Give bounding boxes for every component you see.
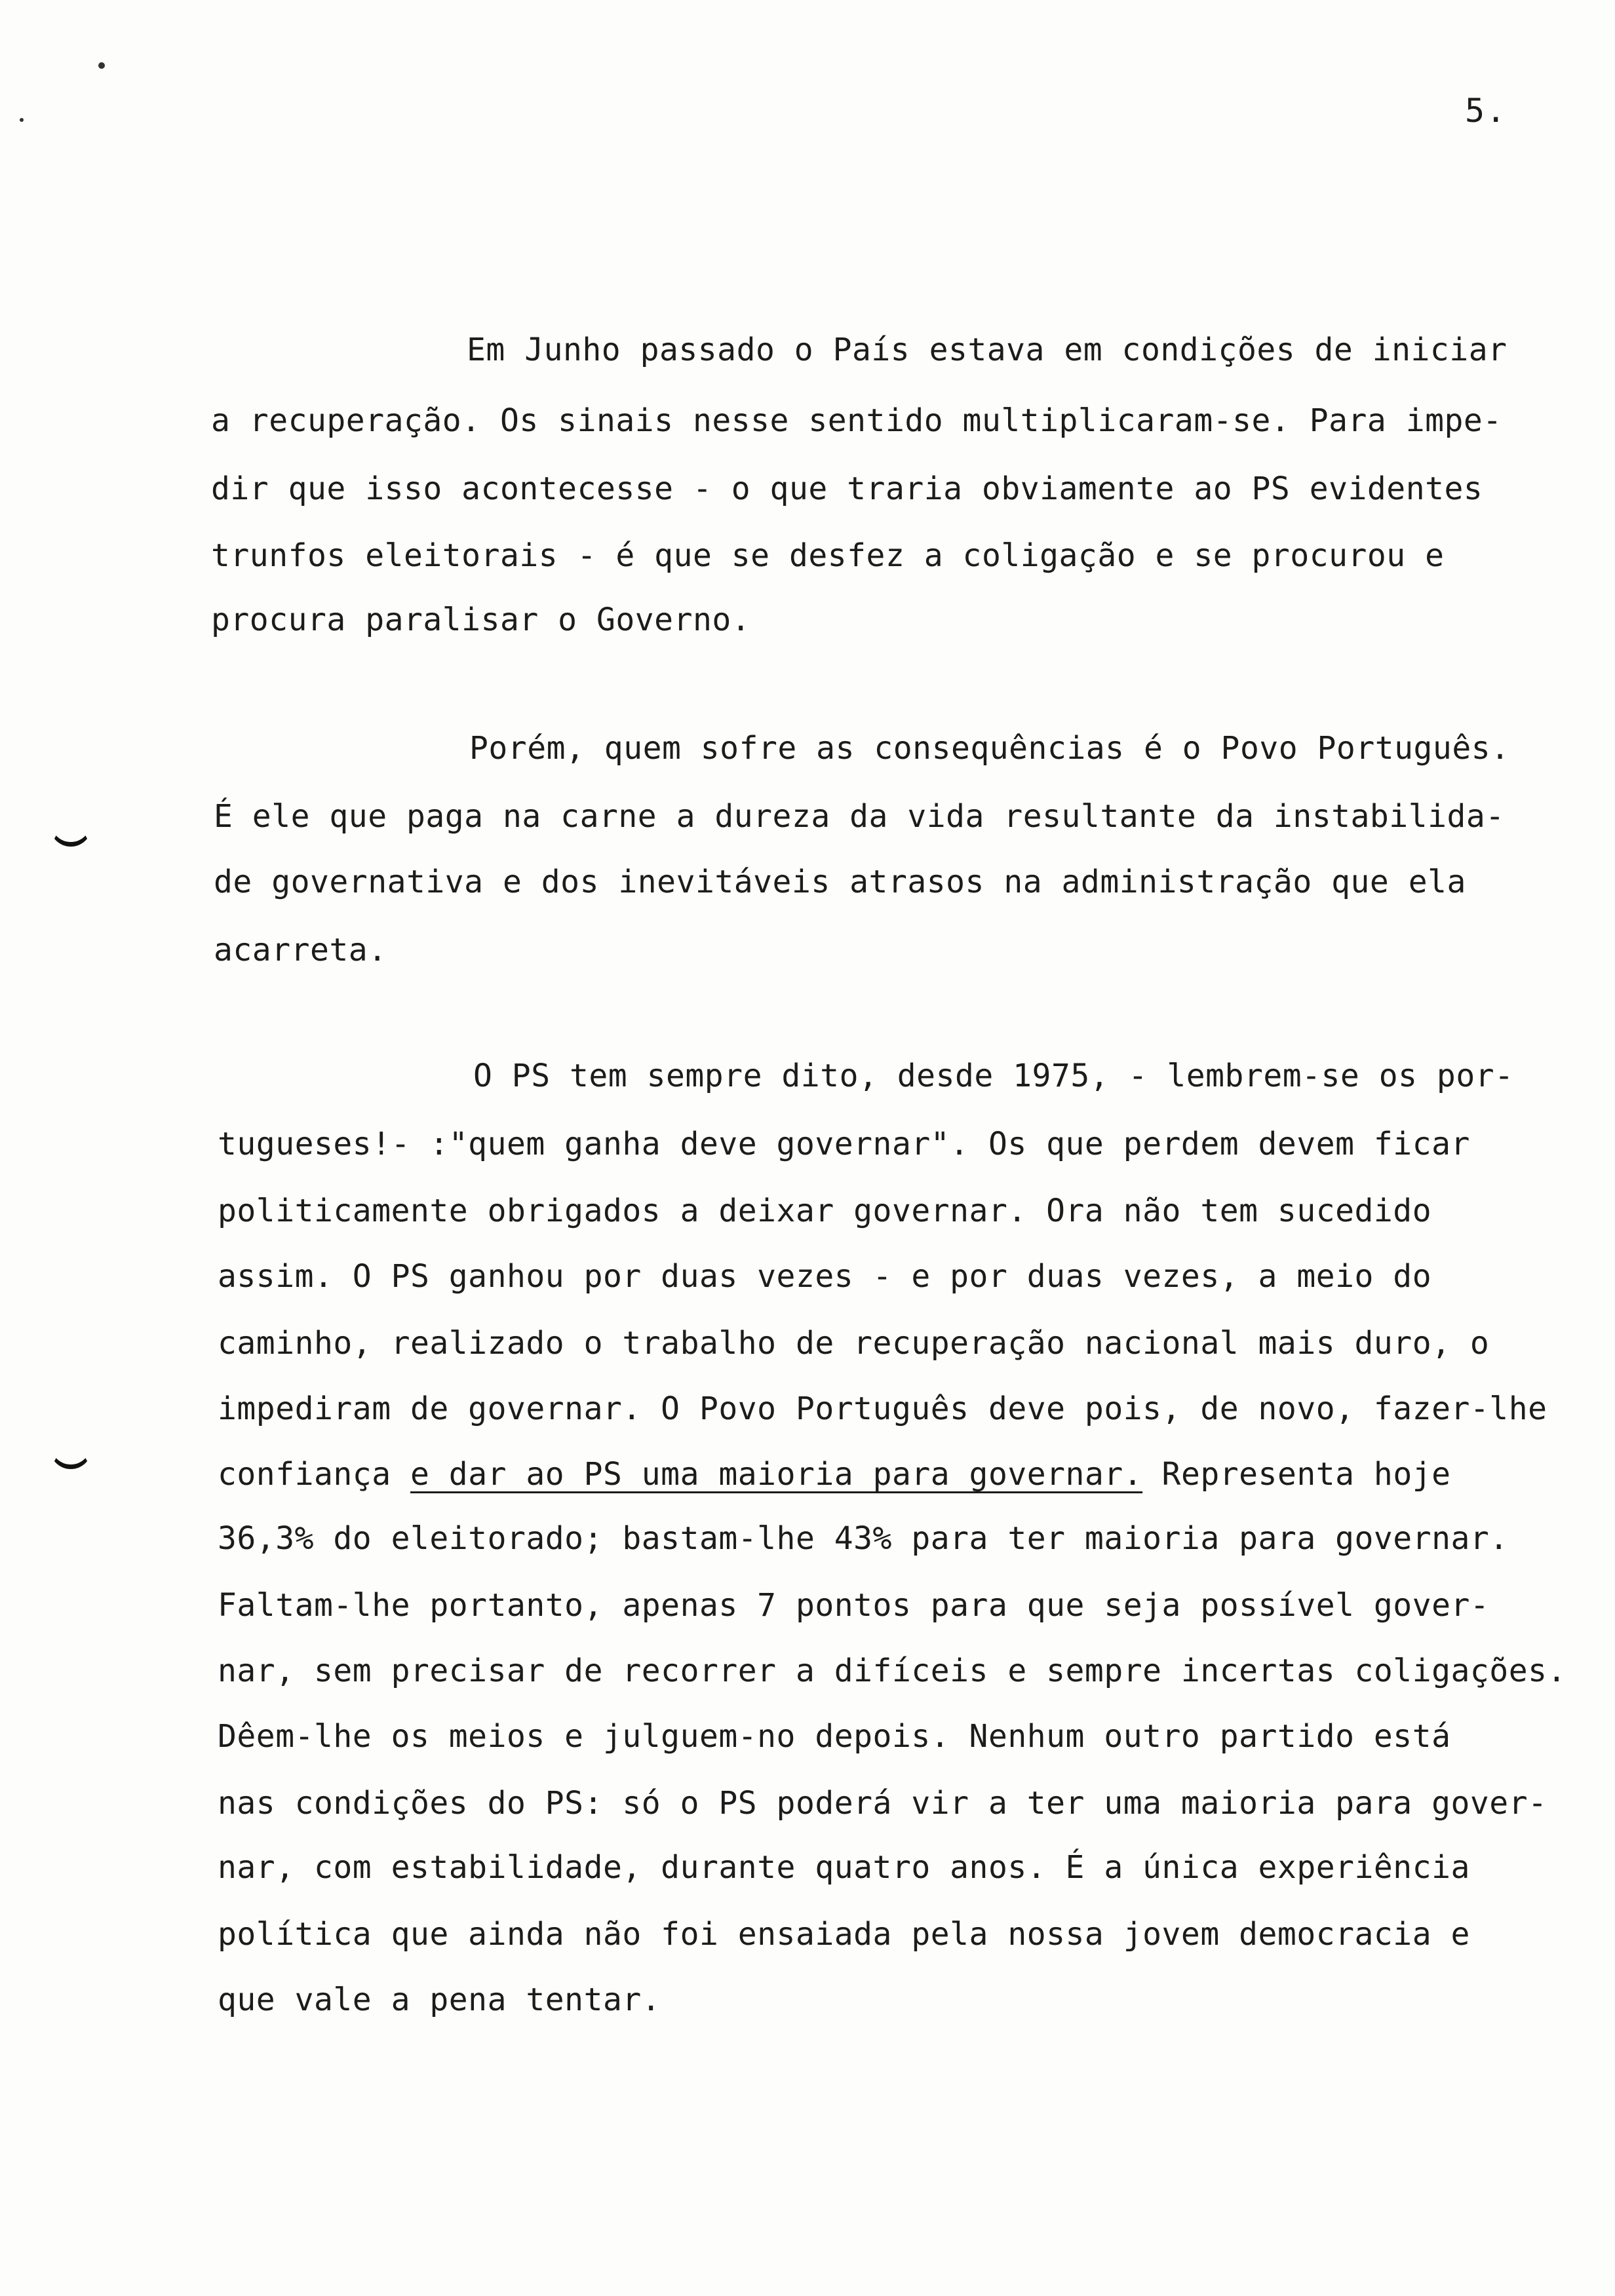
underlined-phrase: e dar ao PS uma maioria para governar. (410, 1456, 1143, 1493)
text-line: caminho, realizado o trabalho de recuperação nacional mais duro, o (218, 1325, 1490, 1362)
text-line: a recuperação. Os sinais nesse sentido multiplicaram-se. Para impe- (211, 402, 1502, 439)
text-line: procura paralisar o Governo. (211, 602, 751, 638)
text-line: assim. O PS ganhou por duas vezes - e por duas vezes, a meio do (218, 1258, 1432, 1295)
text-line: que vale a pena tentar. (218, 1981, 661, 2018)
text-line: 36,3% do eleitorado; bastam-lhe 43% para ter maioria para governar. (218, 1520, 1509, 1557)
line-start-text: confiança (218, 1456, 391, 1493)
page-number: 5. (1465, 92, 1508, 130)
line-end-text: Representa hoje (1161, 1456, 1451, 1493)
text-line: política que ainda não foi ensaiada pela nossa jovem democracia e (218, 1916, 1470, 1953)
text-line: tugueses!- :"quem ganha deve governar". Os que perdem devem ficar (218, 1126, 1470, 1162)
text-line: trunfos eleitorais - é que se desfez a coligação e se procurou e (211, 537, 1445, 574)
punch-hole-mark (50, 805, 92, 847)
text-line: Faltam-lhe portanto, apenas 7 pontos para que seja possível gover- (218, 1587, 1490, 1624)
text-line: acarreta. (214, 932, 387, 968)
text-line: nar, sem precisar de recorrer a difíceis e sempre incertas coligações. (218, 1653, 1566, 1689)
text-line: O PS tem sempre dito, desde 1975, - lembrem-se os por- (473, 1058, 1514, 1094)
text-line: nas condições do PS: só o PS poderá vir a ter uma maioria para gover- (218, 1785, 1547, 1822)
text-line: nar, com estabilidade, durante quatro anos. É a única experiência (218, 1849, 1470, 1886)
text-line: Porém, quem sofre as consequências é o Povo Português. (469, 730, 1510, 767)
text-line: impediram de governar. O Povo Português deve pois, de novo, fazer-lhe (218, 1390, 1547, 1427)
text-line: politicamente obrigados a deixar governar. Ora não tem sucedido (218, 1193, 1432, 1229)
text-line-with-underline (218, 1455, 1451, 1494)
text-line: Em Junho passado o País estava em condições de iniciar (467, 332, 1508, 368)
text-line: Dêem-lhe os meios e julguem-no depois. Nenhum outro partido está (218, 1718, 1451, 1755)
scan-speck (20, 118, 24, 122)
text-line: de governativa e dos inevitáveis atrasos na administração que ela (214, 864, 1466, 900)
text-line: É ele que paga na carne a dureza da vida resultante da instabilida- (214, 798, 1505, 835)
text-line: dir que isso acontecesse - o que traria obviamente ao PS evidentes (211, 470, 1483, 507)
scan-speck (98, 62, 105, 69)
punch-hole-mark (50, 1427, 92, 1469)
